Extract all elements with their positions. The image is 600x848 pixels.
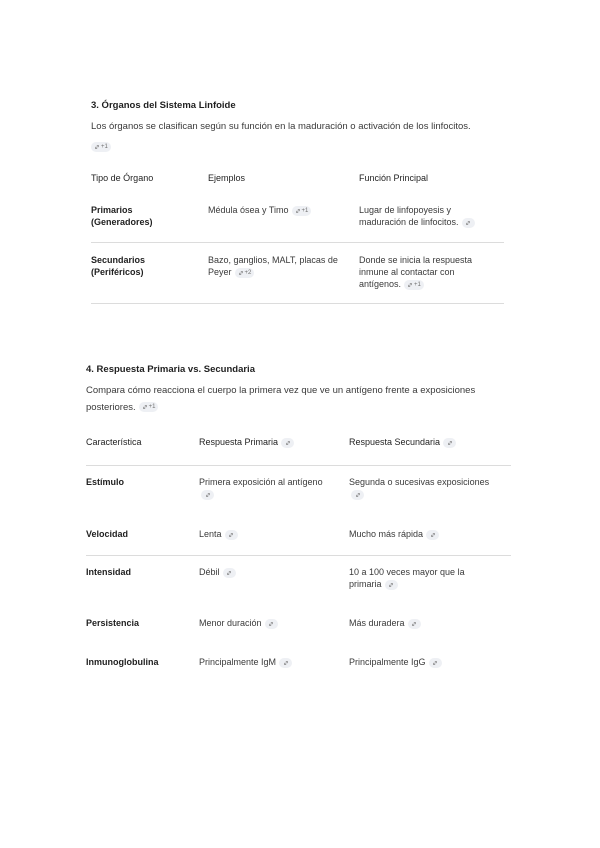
link-icon [283,660,289,666]
link-icon [285,440,291,446]
cell-text: Mucho más rápida [349,529,424,539]
row-function-line: antígenos. [359,279,402,289]
link-icon [228,532,234,538]
table4-row-feature: Persistencia [86,618,140,628]
row-function-line: inmune al contactar con [359,267,455,277]
link-icon [205,492,211,498]
source-chip[interactable] [408,619,421,629]
source-chip[interactable] [429,658,442,668]
link-icon [432,660,438,666]
cell-text: Débil [199,567,220,577]
table3-row2-examples [208,254,338,278]
row-examples-text: Médula ósea y Timo [208,205,289,215]
link-icon [465,220,471,226]
table4-row-feature: Velocidad [86,529,129,539]
table3-divider [91,303,504,304]
cell-text: 10 a 100 veces mayor que la [349,567,465,577]
section4-intro-line: Compara cómo reacciona el cuerpo la primera vez que ve un antígeno frente a exposiciones [86,385,476,396]
source-count: +2 [244,269,252,276]
source-chip[interactable] [281,438,294,448]
link-icon [226,570,232,576]
row-type-line: Primarios [91,205,133,215]
row-type-line: (Periféricos) [91,267,144,277]
link-icon [388,582,394,588]
source-chip[interactable] [91,142,111,152]
row-examples-line: Bazo, ganglios, MALT, placas de [208,255,338,265]
link-icon [142,404,148,410]
row-function-line: maduración de linfocitos. [359,217,459,227]
source-chip[interactable] [404,280,424,290]
section3-intro [91,118,531,135]
table4-row-feature: Inmunoglobulina [86,657,159,667]
table4-header-feature: Característica [86,437,142,447]
table4-row-secondary [349,476,509,500]
table4-row-primary [199,617,278,629]
table4-header-primary [199,437,294,448]
link-icon [295,208,301,214]
table4-row-secondary [349,617,421,629]
source-chip[interactable] [279,658,292,668]
link-icon [447,440,453,446]
source-count: +1 [414,281,421,288]
source-count: +1 [101,143,108,150]
cell-text: Primera exposición al antígeno [199,477,323,487]
link-icon [411,621,417,627]
row-examples-line: Peyer [208,267,232,277]
link-icon [268,621,274,627]
source-chip[interactable] [265,619,278,629]
section3-heading: 3. Órganos del Sistema Linfoide [91,100,236,111]
source-chip[interactable] [385,580,398,590]
cell-text: primaria [349,579,382,589]
section3-intro-source[interactable] [91,138,111,156]
source-chip[interactable] [292,206,312,216]
table3-header-examples: Ejemplos [208,173,246,183]
source-chip[interactable] [443,438,456,448]
table4-divider [86,465,511,466]
section3-intro-text: Los órganos se clasifican según su función en la maduración o activación de los linfocitos. [91,121,471,132]
source-chip[interactable] [235,268,255,278]
source-count: +1 [301,207,309,214]
table3-row1-function [359,204,475,228]
source-count: +1 [148,403,156,410]
section4-intro-line: posteriores. [86,402,136,413]
link-icon [238,270,244,276]
table3-row2-function [359,254,472,290]
row-function-line: Donde se inicia la respuesta [359,255,473,265]
table4-divider [86,555,511,556]
row-function-line: Lugar de linfopoyesis y [359,205,452,215]
source-chip[interactable] [223,568,236,578]
table4-row-feature: Intensidad [86,567,132,577]
section4-heading: 4. Respuesta Primaria vs. Secundaria [86,364,255,375]
table3-row1-examples [208,204,311,216]
table4-row-secondary [349,566,465,590]
table4-row-primary [199,476,344,500]
table3-row1-type [91,204,153,228]
source-chip[interactable] [139,402,159,412]
section4-intro [86,382,526,416]
row-type-line: Secundarios [91,255,146,265]
table4-row-primary [199,656,292,668]
cell-text: Segunda o sucesivas exposiciones [349,477,490,487]
cell-text: Lenta [199,529,222,539]
cell-text: Principalmente IgM [199,657,277,667]
link-icon [355,492,361,498]
source-chip[interactable] [351,490,364,500]
table4-row-secondary [349,528,439,540]
table4-row-primary [199,566,236,578]
cell-text: Más duradera [349,618,405,628]
source-chip[interactable] [462,218,475,228]
header-label: Respuesta Primaria [199,437,279,447]
link-icon [430,532,436,538]
link-icon [407,282,413,288]
row-type-line: (Generadores) [91,217,153,227]
table3-header-function: Función Principal [359,173,429,183]
table3-row2-type [91,254,145,278]
table4-row-primary [199,528,238,540]
source-chip[interactable] [201,490,214,500]
cell-text: Menor duración [199,618,262,628]
table3-header-type: Tipo de Órgano [91,173,154,183]
table4-row-secondary [349,656,442,668]
header-label: Respuesta Secundaria [349,437,441,447]
table3-divider [91,242,504,243]
table4-row-feature: Estímulo [86,477,125,487]
source-chip[interactable] [426,530,439,540]
source-chip[interactable] [225,530,238,540]
cell-text: Principalmente IgG [349,657,426,667]
table4-header-secondary [349,437,456,448]
link-icon [94,144,100,150]
